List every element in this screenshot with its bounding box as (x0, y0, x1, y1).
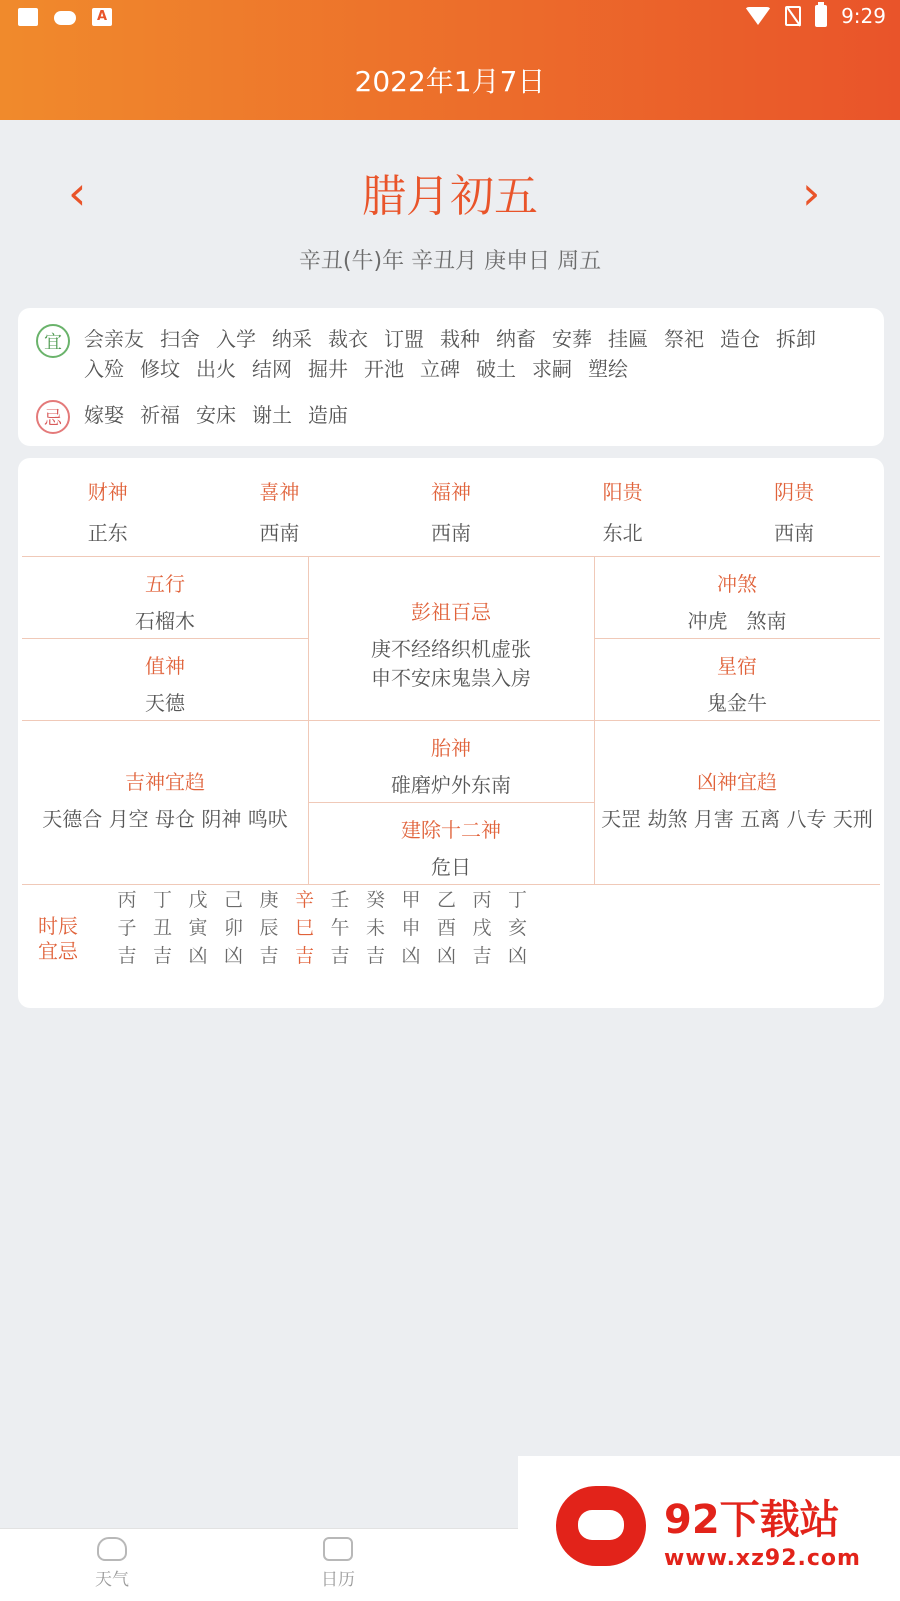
next-day-button[interactable]: › (802, 166, 821, 220)
yiji-item: 出火 (196, 357, 236, 381)
god-cell: 阴贵 西南 (774, 480, 815, 545)
yiji-item: 挂匾 (608, 327, 648, 351)
yiji-item: 破土 (476, 357, 516, 381)
gods-row (22, 458, 880, 556)
ji-list (84, 400, 844, 434)
hour-branch: 午 (330, 917, 350, 939)
hour-column (148, 886, 178, 970)
yiji-item: 求嗣 (532, 357, 572, 381)
hour-luck: 吉 (472, 945, 492, 967)
hour-column (112, 886, 142, 970)
yiji-item: 祭祀 (664, 327, 704, 351)
god-cell: 福神 西南 (430, 480, 471, 545)
hour-stem: 己 (223, 889, 243, 911)
ji-badge-icon: 忌 (36, 400, 70, 434)
yi-badge-icon: 宜 (36, 324, 70, 358)
hour-column (396, 886, 426, 970)
hour-branch: 子 (117, 917, 137, 939)
hour-branch: 戌 (472, 917, 492, 939)
yiji-item: 安床 (196, 403, 236, 427)
hour-stem: 癸 (365, 889, 385, 911)
weather-icon (97, 1537, 127, 1561)
zhishen-cell: 值神 天德 (145, 654, 185, 715)
hour-stem: 丙 (117, 889, 137, 911)
yiji-item: 开池 (364, 357, 404, 381)
yiji-item: 祈福 (140, 403, 180, 427)
calendar-icon (323, 1537, 353, 1561)
yiji-item: 安葬 (552, 327, 592, 351)
god-cell: 阳贵 东北 (602, 480, 643, 545)
hour-luck: 吉 (294, 945, 314, 967)
yi-row (36, 324, 844, 384)
hour-luck: 凶 (436, 945, 456, 967)
status-bar (0, 0, 900, 40)
hour-stem: 甲 (401, 889, 421, 911)
divider (22, 638, 308, 639)
tab-calendar[interactable]: 日历 (288, 1537, 388, 1590)
yiji-item: 订盟 (384, 327, 424, 351)
hour-branch: 寅 (188, 917, 208, 939)
hour-luck: 凶 (401, 945, 421, 967)
page-title[interactable]: 2022年1月7日 (354, 65, 546, 98)
yiji-item: 掘井 (308, 357, 348, 381)
status-time: 9:29 (841, 4, 886, 28)
god-cell: 财神 正东 (87, 480, 128, 545)
yi-list (84, 324, 844, 384)
hour-column (467, 886, 497, 970)
hour-branch: 巳 (294, 917, 314, 939)
wuxing-cell: 五行 石榴木 (135, 572, 195, 633)
yiji-item: 修坟 (140, 357, 180, 381)
hour-luck: 凶 (507, 945, 527, 967)
yiji-item: 谢土 (252, 403, 292, 427)
yiji-item: 造仓 (720, 327, 760, 351)
yiji-item: 入学 (216, 327, 256, 351)
hour-branch: 未 (365, 917, 385, 939)
hour-luck: 吉 (152, 945, 172, 967)
hour-stem: 乙 (436, 889, 456, 911)
hour-stem: 辛 (294, 889, 314, 911)
hour-luck: 吉 (330, 945, 350, 967)
divider (308, 802, 594, 803)
hour-column (325, 886, 355, 970)
lunar-date: 腊月初五 (362, 171, 538, 222)
hour-branch: 酉 (436, 917, 456, 939)
hour-column (290, 886, 320, 970)
yiji-item: 纳畜 (496, 327, 536, 351)
xiongshen-cell: 凶神宜趋 天罡 劫煞 月害 五离 八专 天刑 (601, 770, 873, 831)
watermark-logo-icon (556, 1486, 646, 1566)
ganzhi-text: 辛丑(牛)年 辛丑月 庚申日 周五 (298, 249, 602, 274)
hour-stem: 戊 (188, 889, 208, 911)
tab-weather[interactable]: 天气 (62, 1537, 162, 1590)
hour-luck: 凶 (188, 945, 208, 967)
taishen-cell: 胎神 碓磨炉外东南 (391, 736, 511, 797)
yiji-item: 结网 (252, 357, 292, 381)
yiji-item: 立碑 (420, 357, 460, 381)
yiji-item: 拆卸 (776, 327, 816, 351)
chongsha-cell: 冲煞 冲虎 煞南 (687, 572, 787, 633)
hour-luck: 凶 (223, 945, 243, 967)
hour-stem: 丁 (152, 889, 172, 911)
hour-branch: 亥 (507, 917, 527, 939)
hour-branch: 丑 (152, 917, 172, 939)
weather-notification-icon (54, 11, 76, 25)
hour-luck: 吉 (117, 945, 137, 967)
hour-column (254, 886, 284, 970)
hours-grid (36, 886, 636, 986)
hour-branch: 辰 (259, 917, 279, 939)
hour-luck: 吉 (365, 945, 385, 967)
jianchu-cell: 建除十二神 危日 (401, 818, 501, 879)
wifi-icon (745, 7, 771, 25)
yiji-item: 塑绘 (588, 357, 628, 381)
yiji-item: 纳采 (272, 327, 312, 351)
hour-branch: 申 (401, 917, 421, 939)
header (0, 40, 900, 120)
yiji-item: 扫舍 (160, 327, 200, 351)
xingxiu-cell: 星宿 鬼金牛 (707, 654, 767, 715)
hour-branch: 卯 (223, 917, 243, 939)
hour-stem: 丙 (472, 889, 492, 911)
no-sim-icon (785, 6, 801, 26)
hour-column (432, 886, 462, 970)
hours-label: 时辰 宜忌 (38, 914, 78, 963)
hour-stem: 壬 (330, 889, 350, 911)
watermark: 92下载站 www.xz92.com (518, 1456, 900, 1600)
hour-column (361, 886, 391, 970)
divider (22, 884, 880, 885)
ji-row (36, 400, 844, 434)
divider (22, 556, 880, 557)
divider (594, 638, 880, 639)
hour-column (219, 886, 249, 970)
app-notification-icon: A (92, 8, 112, 26)
yiji-item: 裁衣 (328, 327, 368, 351)
god-cell: 喜神 西南 (259, 480, 300, 545)
hour-column (503, 886, 533, 970)
gallery-notification-icon (18, 8, 38, 26)
prev-day-button[interactable]: ‹ (68, 166, 87, 220)
yiji-item: 造庙 (308, 403, 348, 427)
divider (22, 720, 880, 721)
hour-luck: 吉 (259, 945, 279, 967)
yiji-item: 入殓 (84, 357, 124, 381)
hour-stem: 庚 (259, 889, 279, 911)
hour-column (183, 886, 213, 970)
battery-icon (815, 5, 827, 27)
pengzu-cell: 彭祖百忌 庚不经络织机虚张 申不安床鬼祟入房 (371, 600, 531, 690)
yiji-item: 会亲友 (84, 327, 144, 351)
yiji-item: 栽种 (440, 327, 480, 351)
yi-ji-card (18, 308, 884, 446)
jishen-cell: 吉神宜趋 天德合 月空 母仓 阴神 鸣吠 (42, 770, 288, 831)
details-card (18, 458, 884, 1008)
hour-stem: 丁 (507, 889, 527, 911)
yiji-item: 嫁娶 (84, 403, 124, 427)
